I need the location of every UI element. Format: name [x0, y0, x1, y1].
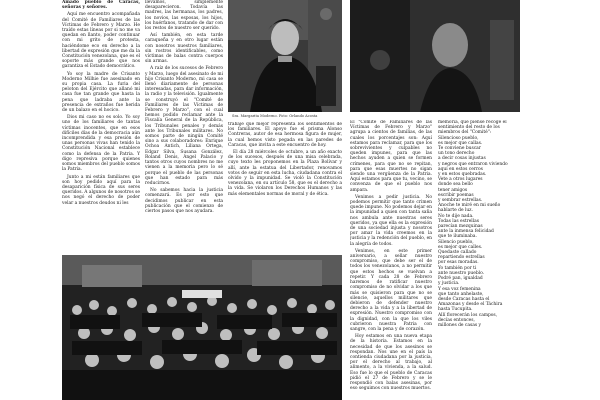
poem-line: parecían mezquinas [438, 224, 483, 230]
column-paragraph: El "Comité de Familiares de las Víctimas de Febrero y Marzo" agrupa a cientos de familias, de las cuales los porcentajes son: Aquí estamos para reclamar, para que los sobrevivientes y culpables no queden impunes, para que las hechos ayuden a quien se formen crímenes, para que no se repitan, para que esas muertes no sigan siendo una vergüenza de la Patria. Aquí estamos para que tu, vecino, se convenza de que el pueblo nos ampara. [350, 120, 432, 193]
portrait-photo-image [228, 0, 342, 112]
poem-line: memoria, que piense recoge el sentimiento del resto de los miembros del "Comité": [438, 120, 507, 136]
poem-line: a decir cosas injustas [438, 156, 486, 162]
poem-line: aquí en estos cerros [438, 166, 483, 172]
poem-line: hasta Tucupita. [438, 307, 473, 313]
poem-line: tener amigos [438, 187, 468, 193]
poem-line: desde Caracas hasta el [438, 296, 490, 302]
poem-line: escribir poemas [438, 192, 474, 198]
column-paragraph: El día 28 miércoles de octubre, a un año exacto de los sucesos, después de una misa celebrada, cuyo texto les proponemos en la Plaza Bolívar y allí, ante la estatua del Libertador, renovamos votos de seguir en esta lucha, ciudadana contra el olvido y la impunidad. Se violó la Constitución venezolana, en su artículo 58, que es el derecho a la vida. Se violaron los Derechos Humanos y las más elementales normas de moral y de ética. [228, 150, 342, 197]
poem-column [438, 120, 520, 400]
poem-line: Vete a otros lugares [438, 177, 483, 183]
poem-line: ante nuestro pueblo. [438, 270, 485, 276]
poem-line: y negros que entraron viviendo [438, 161, 508, 167]
poem-line: Quedaste callado [438, 250, 477, 256]
poem-line: Te conviene buscar [438, 146, 481, 152]
poem-line: Todas las estrellas [438, 218, 479, 224]
poem-line: decías entonces, [438, 317, 475, 323]
article-column-4 [350, 120, 432, 400]
column-paragraph: Dios mi caso no es solo. Yo soy uno de los familiares de tantas víctimas inocentes, que en esos difíciles días de la democracia aún incomprendida y esa presión de unas personas vivas han tenido la Constitución Nacional establece como la defensa de la Patria. Y digo represiva porque quienes somos miembros del pueblo somos la Patria. [62, 115, 140, 173]
column-paragraph: Junto a mi están familiares que son hoy pedido aquí para la desaparición física de sus seres queridos. A algunos de nosotros se nos negó el derecho de poder velar a nuestros deudos ni les [62, 174, 140, 206]
column-paragraph: Venimos, en este primer aniversario, a sellar nuestro compromiso, que debe ser el de todos los venezolanos, a no permitir que estos hechos se vuelvan a repetir. Y cada 28 de Febrero haremos de ratificar nuestro compromiso de no olvidar a los que más se quisieron para que no se silencie, aquellos militares que debieron de defender nuestro derecho a la vida y a la libertad de expresión. Nuestro compromiso con la dignidad, con la que los viles cubrieron nuestra Patria con sangre, con la pena y de corazón. [350, 248, 432, 332]
poem-line: Allí florecerán los campos, [438, 312, 498, 318]
article-column-1 [62, 0, 140, 250]
right-top-photo [350, 0, 520, 112]
column-paragraph: llevamos, simplemente desaparecieron. Todavía las madres, las hermanas, los padres, los novios, las esposas, los hijos, los huérfanos, tratando de dar con los restos de nuestro ser querido. [145, 0, 223, 32]
column-paragraph: Así también, en esta tarde caraqueña y en otro lugar están con nosotros nuestros familiares, sin rostros identificables, como víctimas de balas contra cuerpos sin armas. [145, 33, 223, 65]
poem-line: Anoche te miré en mi sueño [438, 203, 501, 209]
poem-line: un tono derecho [438, 151, 475, 157]
poem-line: donde sea bello [438, 182, 473, 188]
poem-line: y en estos quebradas. [438, 172, 487, 178]
column-paragraph: No sabemos hacia la justicia comenzará. Es por esto que decidimos publicar en esta publicación que el comienzo de ciertos pasos que nos ayudara. [145, 188, 223, 214]
column-paragraph: Hoy estamos en una nueva etapa de la historia. Estamos en la necesidad de que los asesinos se respondan. Nos une en el país la contienda ciudadana por la justicia, por el derecho al trabajo, al alimento, a la vivienda, a la salud. Eso fue lo que el pueblo de Caracas pidió el 27 de Febrero y se le respondió con balas asesinas, por eso seguimos con nuestros muertos. [350, 334, 432, 392]
poem-line: por esas moradas. [438, 260, 479, 266]
poem-line: Yo también por ti [438, 265, 477, 271]
poem-line: Amazonas y desde el Táchira [438, 302, 503, 308]
poem-line: No te dije nada. [438, 213, 474, 219]
column-paragraph: trabaje que mejor representa los sentimientos de los familiares. El apoyo fue el prisma Alonso Contreras, autor de esa hermosa figura de mujer, la cual hemos visto pegada en las paredes de Caracas, que invita a este encuentro de hoy. [228, 122, 342, 148]
article-column-2 [145, 0, 223, 250]
poem-line: y justicia. [438, 281, 460, 287]
portrait-photo [228, 0, 342, 112]
poem-line: Silencio pueblo, [438, 239, 474, 245]
article-column-3 [228, 122, 342, 250]
poem-line: Y esa voz femenina [438, 286, 481, 292]
poem-line: millones de casas y [438, 322, 481, 328]
column-paragraph: Amado pueblo de Caracas, señoras y señores. [62, 0, 140, 11]
poem-line: es mejor que callas. [438, 140, 483, 146]
poem-line: Silencioso pueblo, [438, 135, 479, 141]
poem-line: ante la inmensa felicidad [438, 229, 494, 235]
photo-caption: Sra. Margarita Moderno. Foto: Orlando Acosta [232, 114, 318, 118]
poem-line: y sembrar estrellas. [438, 198, 483, 204]
right-top-photo-image [350, 0, 520, 112]
poem-line: hablarte de luz. [438, 208, 473, 214]
poem-line: que tanto anhelaste, [438, 291, 484, 297]
crowd-photo [62, 255, 342, 400]
column-paragraph: Venimos a pedir justicia. No podemos permitir que tanto crimen quede impune. No podemos dejar en la impunidad a quien con tanta saña nos ambula ante nuestras seres queridos, ya que ella es la expresión de una sociedad injusta y nosotros por amar la vida creemos en la justicia y la redención del pueblo, en la alegría de todos. [350, 194, 432, 247]
poem-line: es mejor que calles. [438, 244, 483, 250]
poem-line: Podré pan, igualdad [438, 276, 483, 282]
poem-line: repartiendo estrellas [438, 255, 485, 261]
column-paragraph: A raíz de los sucesos de Febrero y Marzo, luego del asesinato de mi hijo Crisanto Moderno, mi casa se llenó diariamente de personas interesadas, para dar información, la radio y la televisión. Igualmente se construyó el "Comité de Familiares de las Víctimas de Febrero y Marzo", con el cual hemos podido reclamar ante la Fiscalía General de la República, los Tribunales penales y demás ante los Tribunales militares. No somos parte de ningún Comité sino a sus colaboradores: Enrique Ochoa Antich, Liliana Ortega, Edgar Silva, Susana González, Roland Denis, Ángel Palacio y tantos otros cuyos nombres no me vienen a la memoria pero lo sé porque el pueblo de las personas que han estado para más reducirnos. [145, 66, 223, 186]
column-paragraph: Yo soy la madre de Crisanto Moderno Milhie fue asesinado en su propia casa. La furia del peloton del Ejército que allanó mi casa fue tan grande que hasta la pena que ladraba ante la presencia de extraños fue herida de un balazo en el hocico. [62, 71, 140, 114]
crowd-photo-image [62, 255, 342, 400]
poem-line: que te iluminaba. [438, 234, 477, 240]
column-paragraph: Aquí me encuentro acompañada del Comité de Familiares de las Víctimas de Febrero y Marzo. He traído estas líneas por si no me va quedan en llanto, poder continuar con mi grito de protesta, haciéndome eco en derecho a la libertad de expresión que me da la Constitución venezolana, que es el soporte más grande que nos garantiza el Estado democrático. [62, 12, 140, 70]
